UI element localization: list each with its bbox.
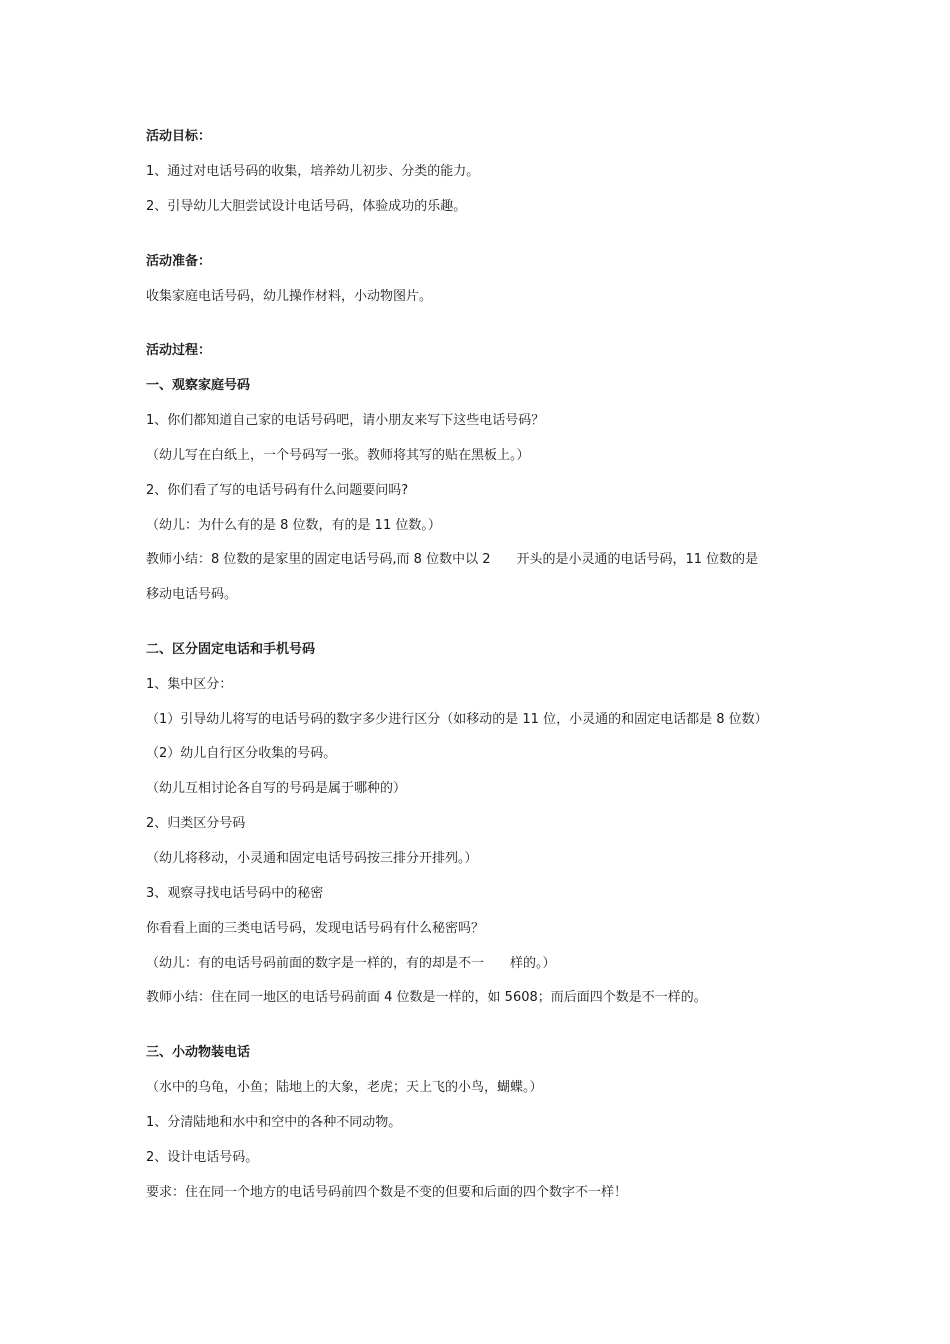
goal-item-2: 2、引导幼儿大胆尝试设计电话号码，体验成功的乐趣。: [146, 199, 467, 214]
process-heading: 活动过程：: [146, 343, 212, 358]
paragraph: 3、观察寻找电话号码中的秘密: [146, 886, 324, 901]
preparation-text: 收集家庭电话号码，幼儿操作材料，小动物图片。: [146, 289, 433, 304]
section-2-heading: 二、区分固定电话和手机号码: [146, 642, 316, 657]
teacher-summary-2: 教师小结：住在同一地区的电话号码前面 4 位数是一样的，如 5608；而后面四个数是不一样的。: [146, 990, 707, 1005]
goals-heading: 活动目标：: [146, 129, 212, 144]
requirement-text: 要求：住在同一个地方的电话号码前四个数是不变的但要和后面的四个数字不一样！: [146, 1185, 628, 1200]
paragraph: 1、你们都知道自己家的电话号码吧，请小朋友来写下这些电话号码？: [146, 413, 545, 428]
paragraph: （幼儿：有的电话号码前面的数字是一样的，有的却是不一 样的。）: [146, 956, 556, 971]
paragraph: 1、分清陆地和水中和空中的各种不同动物。: [146, 1115, 402, 1130]
goal-item-1: 1、通过对电话号码的收集，培养幼儿初步、分类的能力。: [146, 164, 480, 179]
preparation-heading: 活动准备：: [146, 254, 212, 269]
paragraph: 2、设计电话号码。: [146, 1150, 259, 1165]
paragraph: （水中的乌龟，小鱼；陆地上的大象，老虎；天上飞的小鸟，蝴蝶。）: [146, 1080, 543, 1095]
paragraph: （2）幼儿自行区分收集的号码。: [146, 746, 337, 761]
paragraph: （幼儿：为什么有的是 8 位数，有的是 11 位数。）: [146, 518, 441, 533]
section-3-heading: 三、小动物装电话: [146, 1045, 251, 1060]
paragraph: 1、集中区分：: [146, 677, 233, 692]
teacher-summary-1-cont: 移动电话号码。: [146, 587, 238, 602]
paragraph: （1）引导幼儿将写的电话号码的数字多少进行区分（如移动的是 11 位，小灵通的和固定电话都是 8 位数）: [146, 712, 768, 727]
section-1-heading: 一、观察家庭号码: [146, 378, 251, 393]
teacher-summary-1: 教师小结：8 位数的是家里的固定电话号码,而 8 位数中以 2 开头的是小灵通的电话号码，11 位数的是: [146, 552, 759, 567]
paragraph: （幼儿将移动，小灵通和固定电话号码按三排分开排列。）: [146, 851, 478, 866]
paragraph: （幼儿写在白纸上，一个号码写一张。教师将其写的贴在黑板上。）: [146, 448, 530, 463]
paragraph: 2、你们看了写的电话号码有什么问题要问吗?: [146, 483, 409, 498]
paragraph: 2、归类区分号码: [146, 816, 246, 831]
paragraph: 你看看上面的三类电话号码，发现电话号码有什么秘密吗？: [146, 921, 485, 936]
paragraph: （幼儿互相讨论各自写的号码是属于哪种的）: [146, 781, 407, 796]
